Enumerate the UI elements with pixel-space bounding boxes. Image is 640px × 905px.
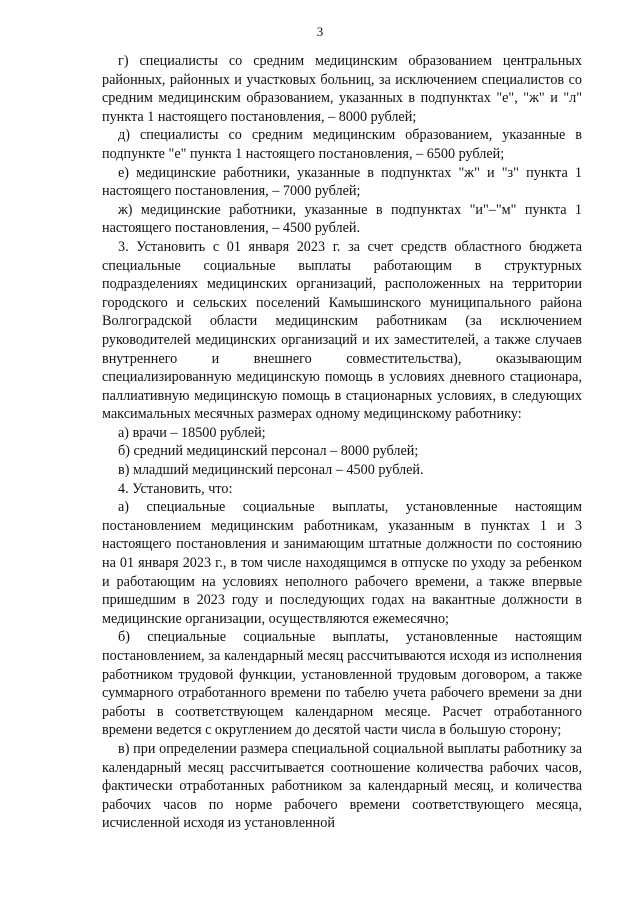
paragraph-subitem-e: е) медицинские работники, указанные в подпунктах "ж" и "з" пункта 1 настоящего постановления, – 7000 рублей;: [102, 164, 582, 200]
paragraph-item-4-v: в) при определении размера специальной социальной выплаты работнику за календарный месяц рассчитывается соотношение количества рабочих часов, фактически отработанных работником за календарный месяц, и количества рабочих часов по норме рабочего времени соответствующего месяца, исчисленной исходя из установленной: [102, 740, 582, 832]
paragraph-subitem-g: г) специалисты со средним медицинским образованием центральных районных, районных и участковых больниц, за исключением специалистов со средним медицинским образованием, указанных в подпунктах "е", "ж" и "л" пункта 1 настоящего постановления, – 8000 рублей;: [102, 53, 582, 125]
paragraph-subitem-zh: ж) медицинские работники, указанные в подпунктах "и"–"м" пункта 1 настоящего постановления, – 4500 рублей.: [102, 201, 582, 237]
paragraph-item-3-a: а) врачи – 18500 рублей;: [118, 424, 266, 441]
paragraph-item-4-a: а) специальные социальные выплаты, установленные настоящим постановлением медицинским работникам, указанным в пунктах 1 и 3 настоящего постановления и занимающим штатные должности по состоянию на 01 января 2023 г., в том числе находящимся в отпуске по уходу за ребенком и работающим на условиях неполного рабочего времени, а также впервые пришедшим в 2023 году и последующих годах на вакантные должности в медицинские организации, осуществляются ежемесячно;: [102, 499, 582, 627]
paragraph-item-4: 4. Установить, что:: [118, 480, 233, 497]
page-number: 3: [316, 24, 324, 39]
paragraph-item-3-b: б) средний медицинский персонал – 8000 рублей;: [118, 443, 419, 460]
paragraph-item-4-b: б) специальные социальные выплаты, установленные настоящим постановлением, за календарный месяц рассчитываются исходя из исполнения работником трудовой функции, установленной трудовым договором, а также суммарного отработанного времени по табелю учета рабочего времени за дни работы в соответствующем календарном месяце. Расчет отработанного времени ведется с округлением до десятой части числа в большую сторону;: [102, 629, 582, 739]
document-body: [102, 52, 582, 833]
paragraph-subitem-d: д) специалисты со средним медицинским образованием, указанные в подпункте "е" пункта 1 настоящего постановления, – 6500 рублей;: [102, 127, 582, 162]
paragraph-item-3-v: в) младший медицинский персонал – 4500 рублей.: [118, 462, 424, 479]
paragraph-item-3: 3. Установить с 01 января 2023 г. за счет средств областного бюджета специальные социальные выплаты работающим в структурных подразделениях медицинских организаций, расположенных на территории городского и сельских поселений Камышинского муниципального района Волгоградской области медицинским работникам (за исключением руководителей медицинских организаций и их заместителей, а также случаев внутреннего и внешнего совместительства), оказывающим специализированную медицинскую помощь в условиях дневного стационара, паллиативную медицинскую помощь в стационарных условиях, в следующих максимальных месячных размерах одному медицинскому работнику:: [102, 238, 582, 423]
